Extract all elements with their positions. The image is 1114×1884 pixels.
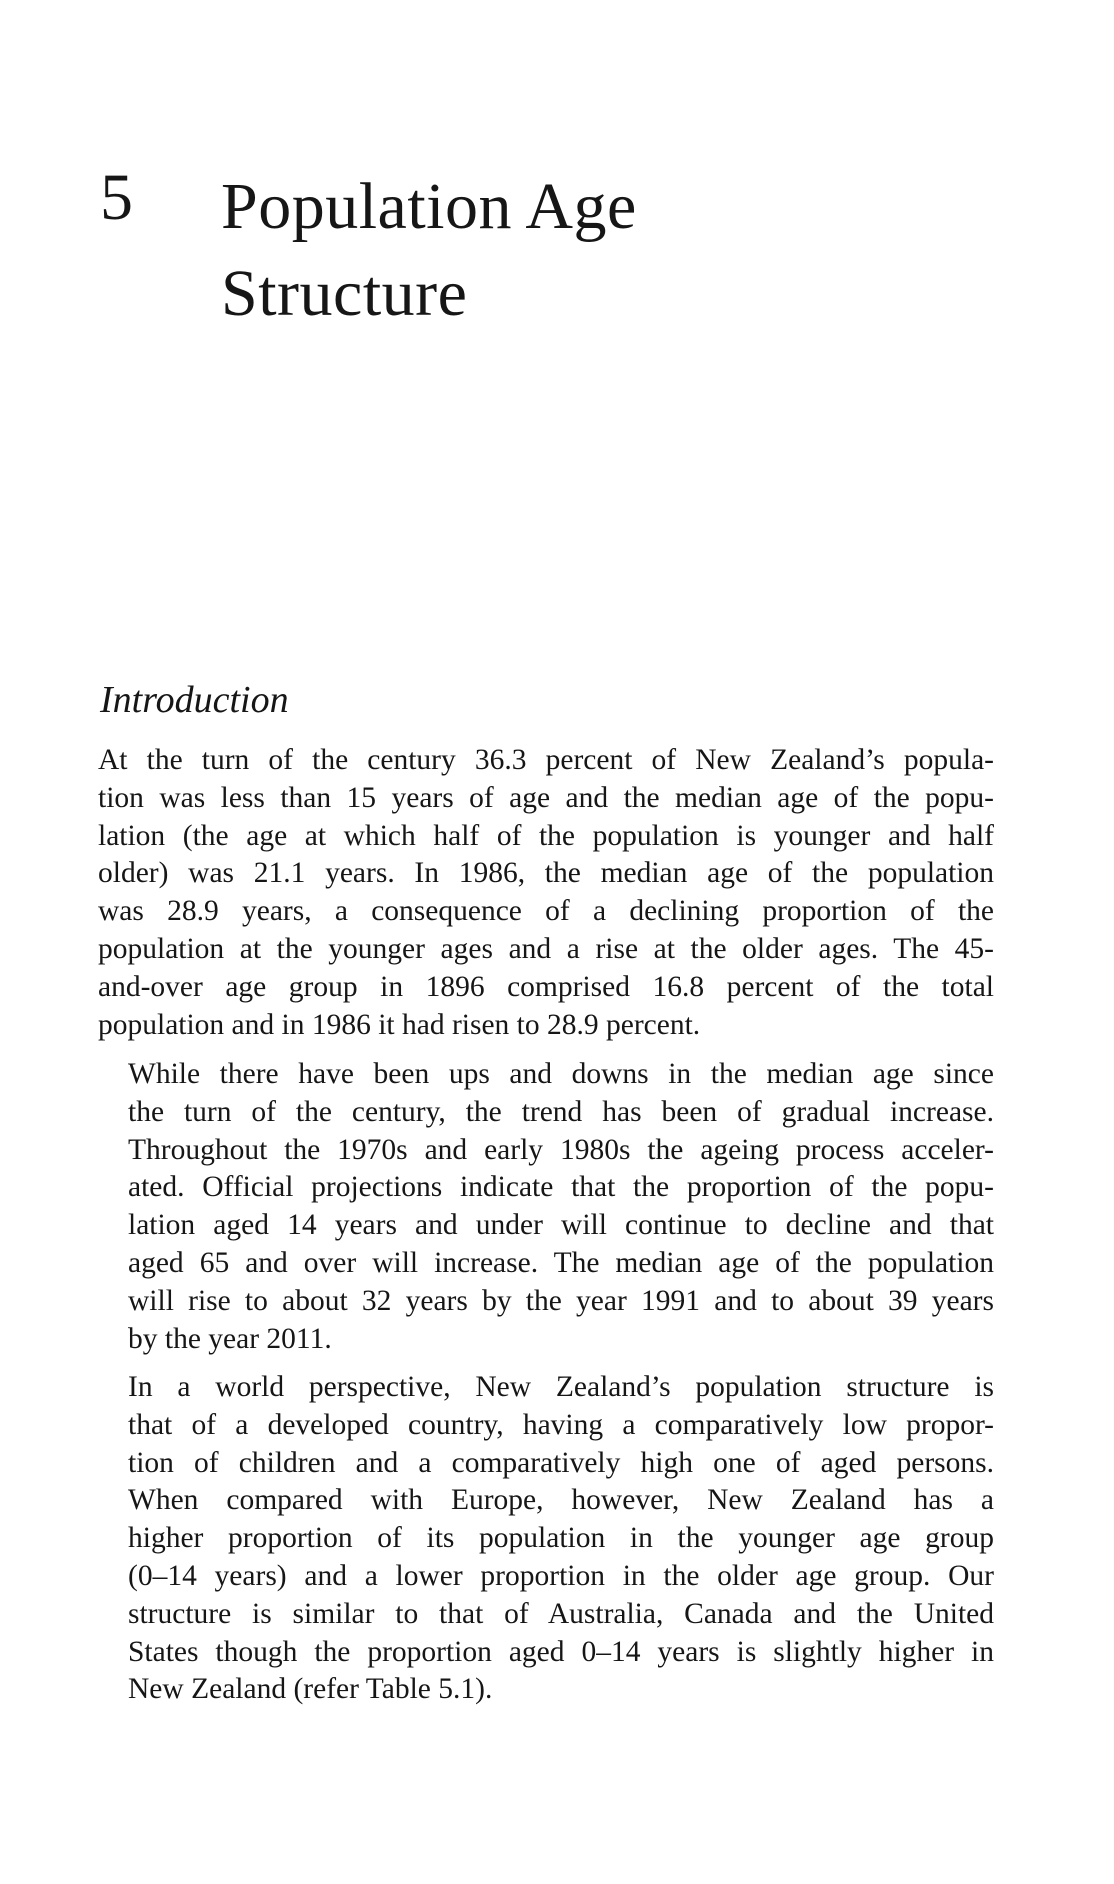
- paragraph-line: older) was 21.1 years. In 1986, the median age of the population: [98, 857, 994, 890]
- paragraph-line: population at the younger ages and a rise at the older ages. The 45-: [98, 932, 994, 965]
- paragraph-line: and-over age group in 1896 comprised 16.8 percent of the total: [98, 970, 994, 1003]
- paragraph-line: When compared with Europe, however, New Zealand has a: [128, 1484, 994, 1517]
- paragraph-line: the turn of the century, the trend has been of gradual increase.: [128, 1095, 994, 1128]
- paragraph-line: population and in 1986 it had risen to 28.9 percent.: [98, 1008, 701, 1041]
- paragraph-line: New Zealand (refer Table 5.1).: [128, 1673, 493, 1706]
- paragraph-3: [98, 1369, 994, 1709]
- paragraph-line: tion was less than 15 years of age and the median age of the popu-: [98, 781, 994, 814]
- paragraph-line: that of a developed country, having a comparatively low propor-: [128, 1408, 994, 1441]
- paragraph-line: States though the proportion aged 0–14 years is slightly higher in: [128, 1635, 994, 1668]
- paragraph-2: [98, 1056, 994, 1358]
- paragraph-line: In a world perspective, New Zealand’s population structure is: [128, 1371, 994, 1403]
- chapter-title-line-1: Population Age: [221, 170, 637, 243]
- paragraph-line: lation aged 14 years and under will continue to decline and that: [128, 1209, 994, 1242]
- paragraph-line: was 28.9 years, a consequence of a declining proportion of the: [98, 895, 994, 928]
- paragraph-line: (0–14 years) and a lower proportion in the older age group. Our: [128, 1559, 994, 1592]
- paragraph-1: [98, 742, 994, 1044]
- chapter-title-line-2: Structure: [221, 257, 468, 330]
- paragraph-line: higher proportion of its population in the younger age group: [128, 1522, 994, 1555]
- paragraph-line: structure is similar to that of Australia, Canada and the United: [128, 1597, 994, 1630]
- paragraph-line: by the year 2011.: [128, 1322, 332, 1355]
- paragraph-line: aged 65 and over will increase. The median age of the population: [128, 1246, 994, 1279]
- section-heading: Introduction: [100, 679, 289, 721]
- paragraph-line: tion of children and a comparatively high one of aged persons.: [128, 1446, 994, 1479]
- paragraph-line: At the turn of the century 36.3 percent of New Zealand’s popula-: [98, 744, 994, 776]
- chapter-number: 5: [100, 161, 133, 234]
- chapter-title: [221, 163, 921, 337]
- paragraph-line: will rise to about 32 years by the year 1991 and to about 39 years: [128, 1284, 994, 1317]
- paragraph-line: Throughout the 1970s and early 1980s the ageing process acceler-: [128, 1133, 994, 1166]
- paragraph-line: ated. Official projections indicate that the proportion of the popu-: [128, 1171, 994, 1204]
- paragraph-line: lation (the age at which half of the population is younger and half: [98, 819, 994, 852]
- paragraph-line: While there have been ups and downs in the median age since: [128, 1058, 994, 1090]
